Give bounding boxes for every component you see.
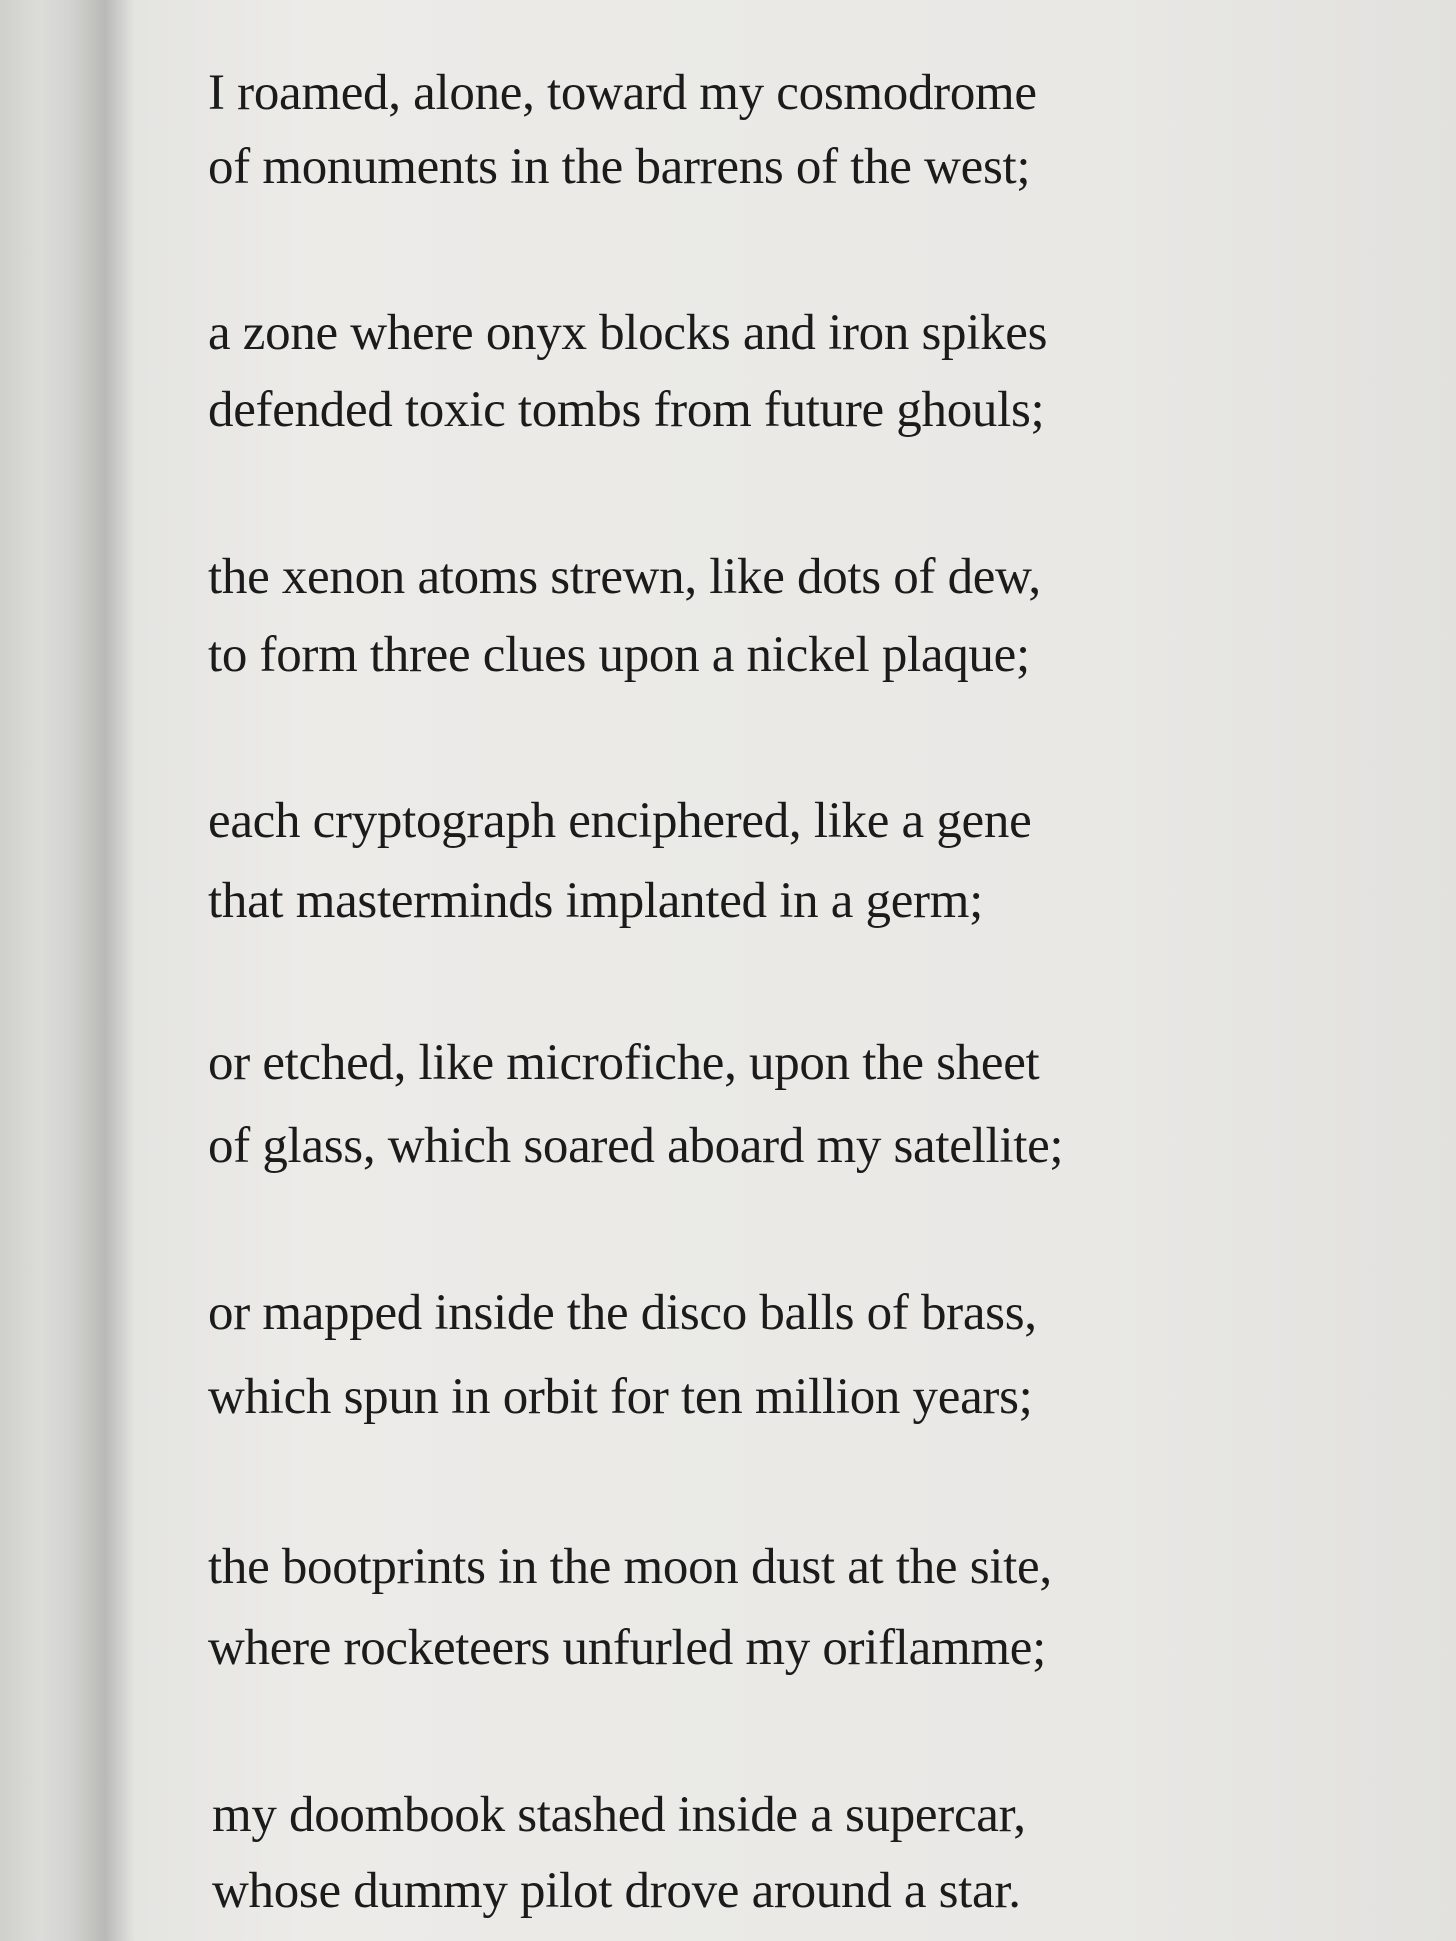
poem-line: or etched, like microfiche, upon the sheet	[208, 1035, 1040, 1091]
poem-line: a zone where onyx blocks and iron spikes	[208, 305, 1048, 361]
poem-line: which spun in orbit for ten million years;	[208, 1369, 1033, 1425]
poem-line: to form three clues upon a nickel plaque;	[208, 627, 1030, 683]
poem-line: whose dummy pilot drove around a star.	[212, 1863, 1021, 1919]
poem-line: of monuments in the barrens of the west;	[208, 139, 1031, 195]
poem-line: each cryptograph enciphered, like a gene	[208, 793, 1032, 849]
poem-line: that masterminds implanted in a germ;	[208, 873, 983, 929]
poem-line: of glass, which soared aboard my satellite;	[208, 1118, 1064, 1174]
poem-line: the xenon atoms strewn, like dots of dew,	[208, 549, 1041, 605]
poem-line: or mapped inside the disco balls of brass,	[208, 1285, 1037, 1341]
poem-line: my doombook stashed inside a supercar,	[212, 1787, 1026, 1843]
poem-line: defended toxic tombs from future ghouls;	[208, 382, 1045, 438]
poem-line: where rocketeers unfurled my oriflamme;	[208, 1620, 1046, 1676]
poem-line: the bootprints in the moon dust at the site,	[208, 1539, 1052, 1595]
poem-line: I roamed, alone, toward my cosmodrome	[208, 65, 1037, 121]
